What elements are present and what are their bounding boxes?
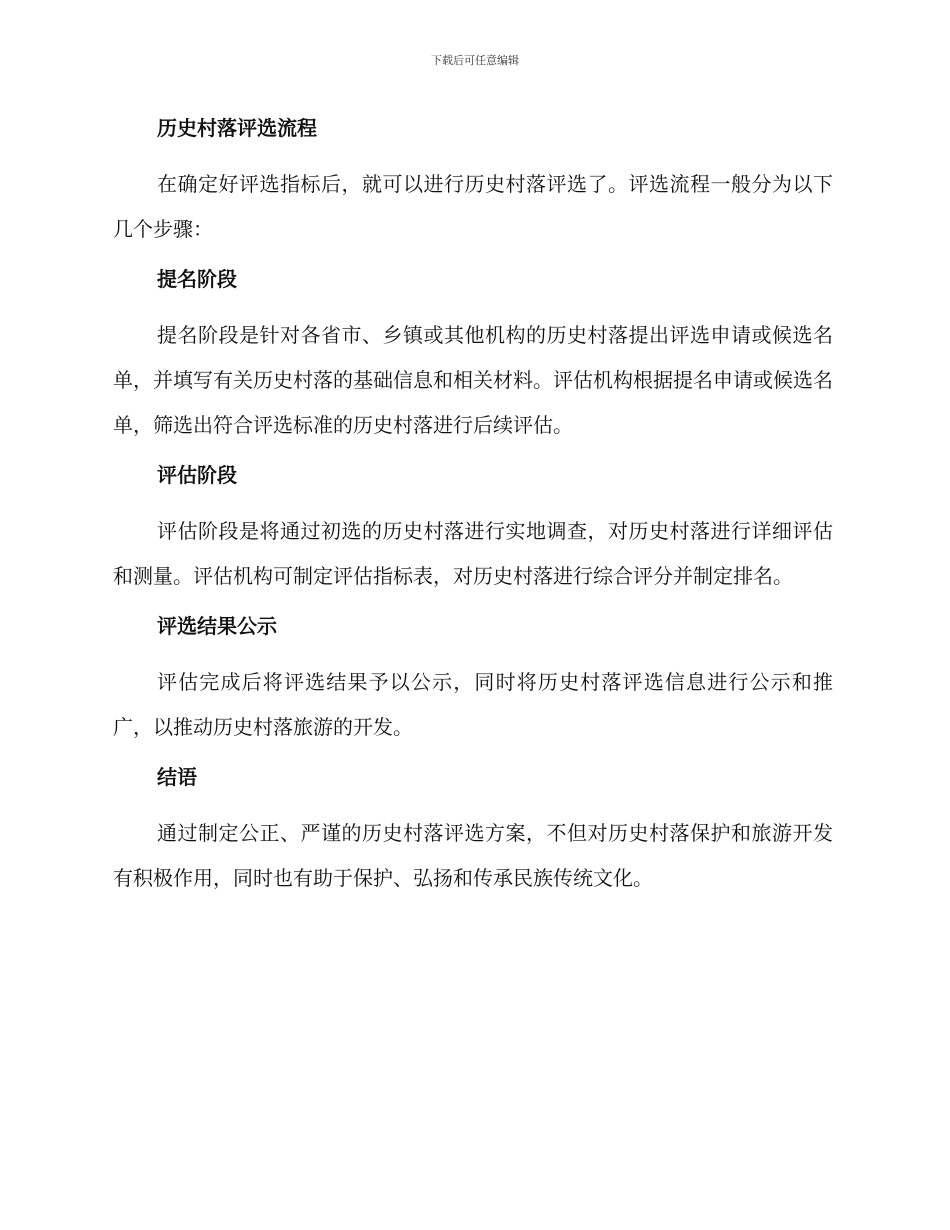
section-heading-results: 评选结果公示	[157, 614, 277, 638]
document-content	[113, 111, 833, 911]
section-heading-evaluation: 评估阶段	[157, 463, 237, 487]
section-body-results: 评估完成后将评选结果予以公示，同时将历史村落评选信息进行公示和推广，以推动历史村落旅游的开发。	[113, 670, 833, 739]
section-heading-nomination: 提名阶段	[157, 267, 237, 291]
section-body-evaluation: 评估阶段是将通过初选的历史村落进行实地调查，对历史村落进行详细评估和测量。评估机构可制定评估指标表，对历史村落进行综合评分并制定排名。	[113, 519, 833, 588]
section-heading-conclusion: 结语	[157, 765, 197, 789]
section-heading-process: 历史村落评选流程	[157, 116, 317, 140]
section-body-process: 在确定好评选指标后，就可以进行历史村落评选了。评选流程一般分为以下几个步骤：	[113, 172, 833, 241]
page-header: 下载后可任意编辑	[431, 54, 519, 67]
section-body-conclusion: 通过制定公正、严谨的历史村落评选方案，不但对历史村落保护和旅游开发有积极作用，同时也有助于保护、弘扬和传承民族传统文化。	[113, 821, 833, 890]
section-body-nomination: 提名阶段是针对各省市、乡镇或其他机构的历史村落提出评选申请或候选名单，并填写有关历史村落的基础信息和相关材料。评估机构根据提名申请或候选名单，筛选出符合评选标准的历史村落进行后续评估。	[113, 323, 833, 437]
